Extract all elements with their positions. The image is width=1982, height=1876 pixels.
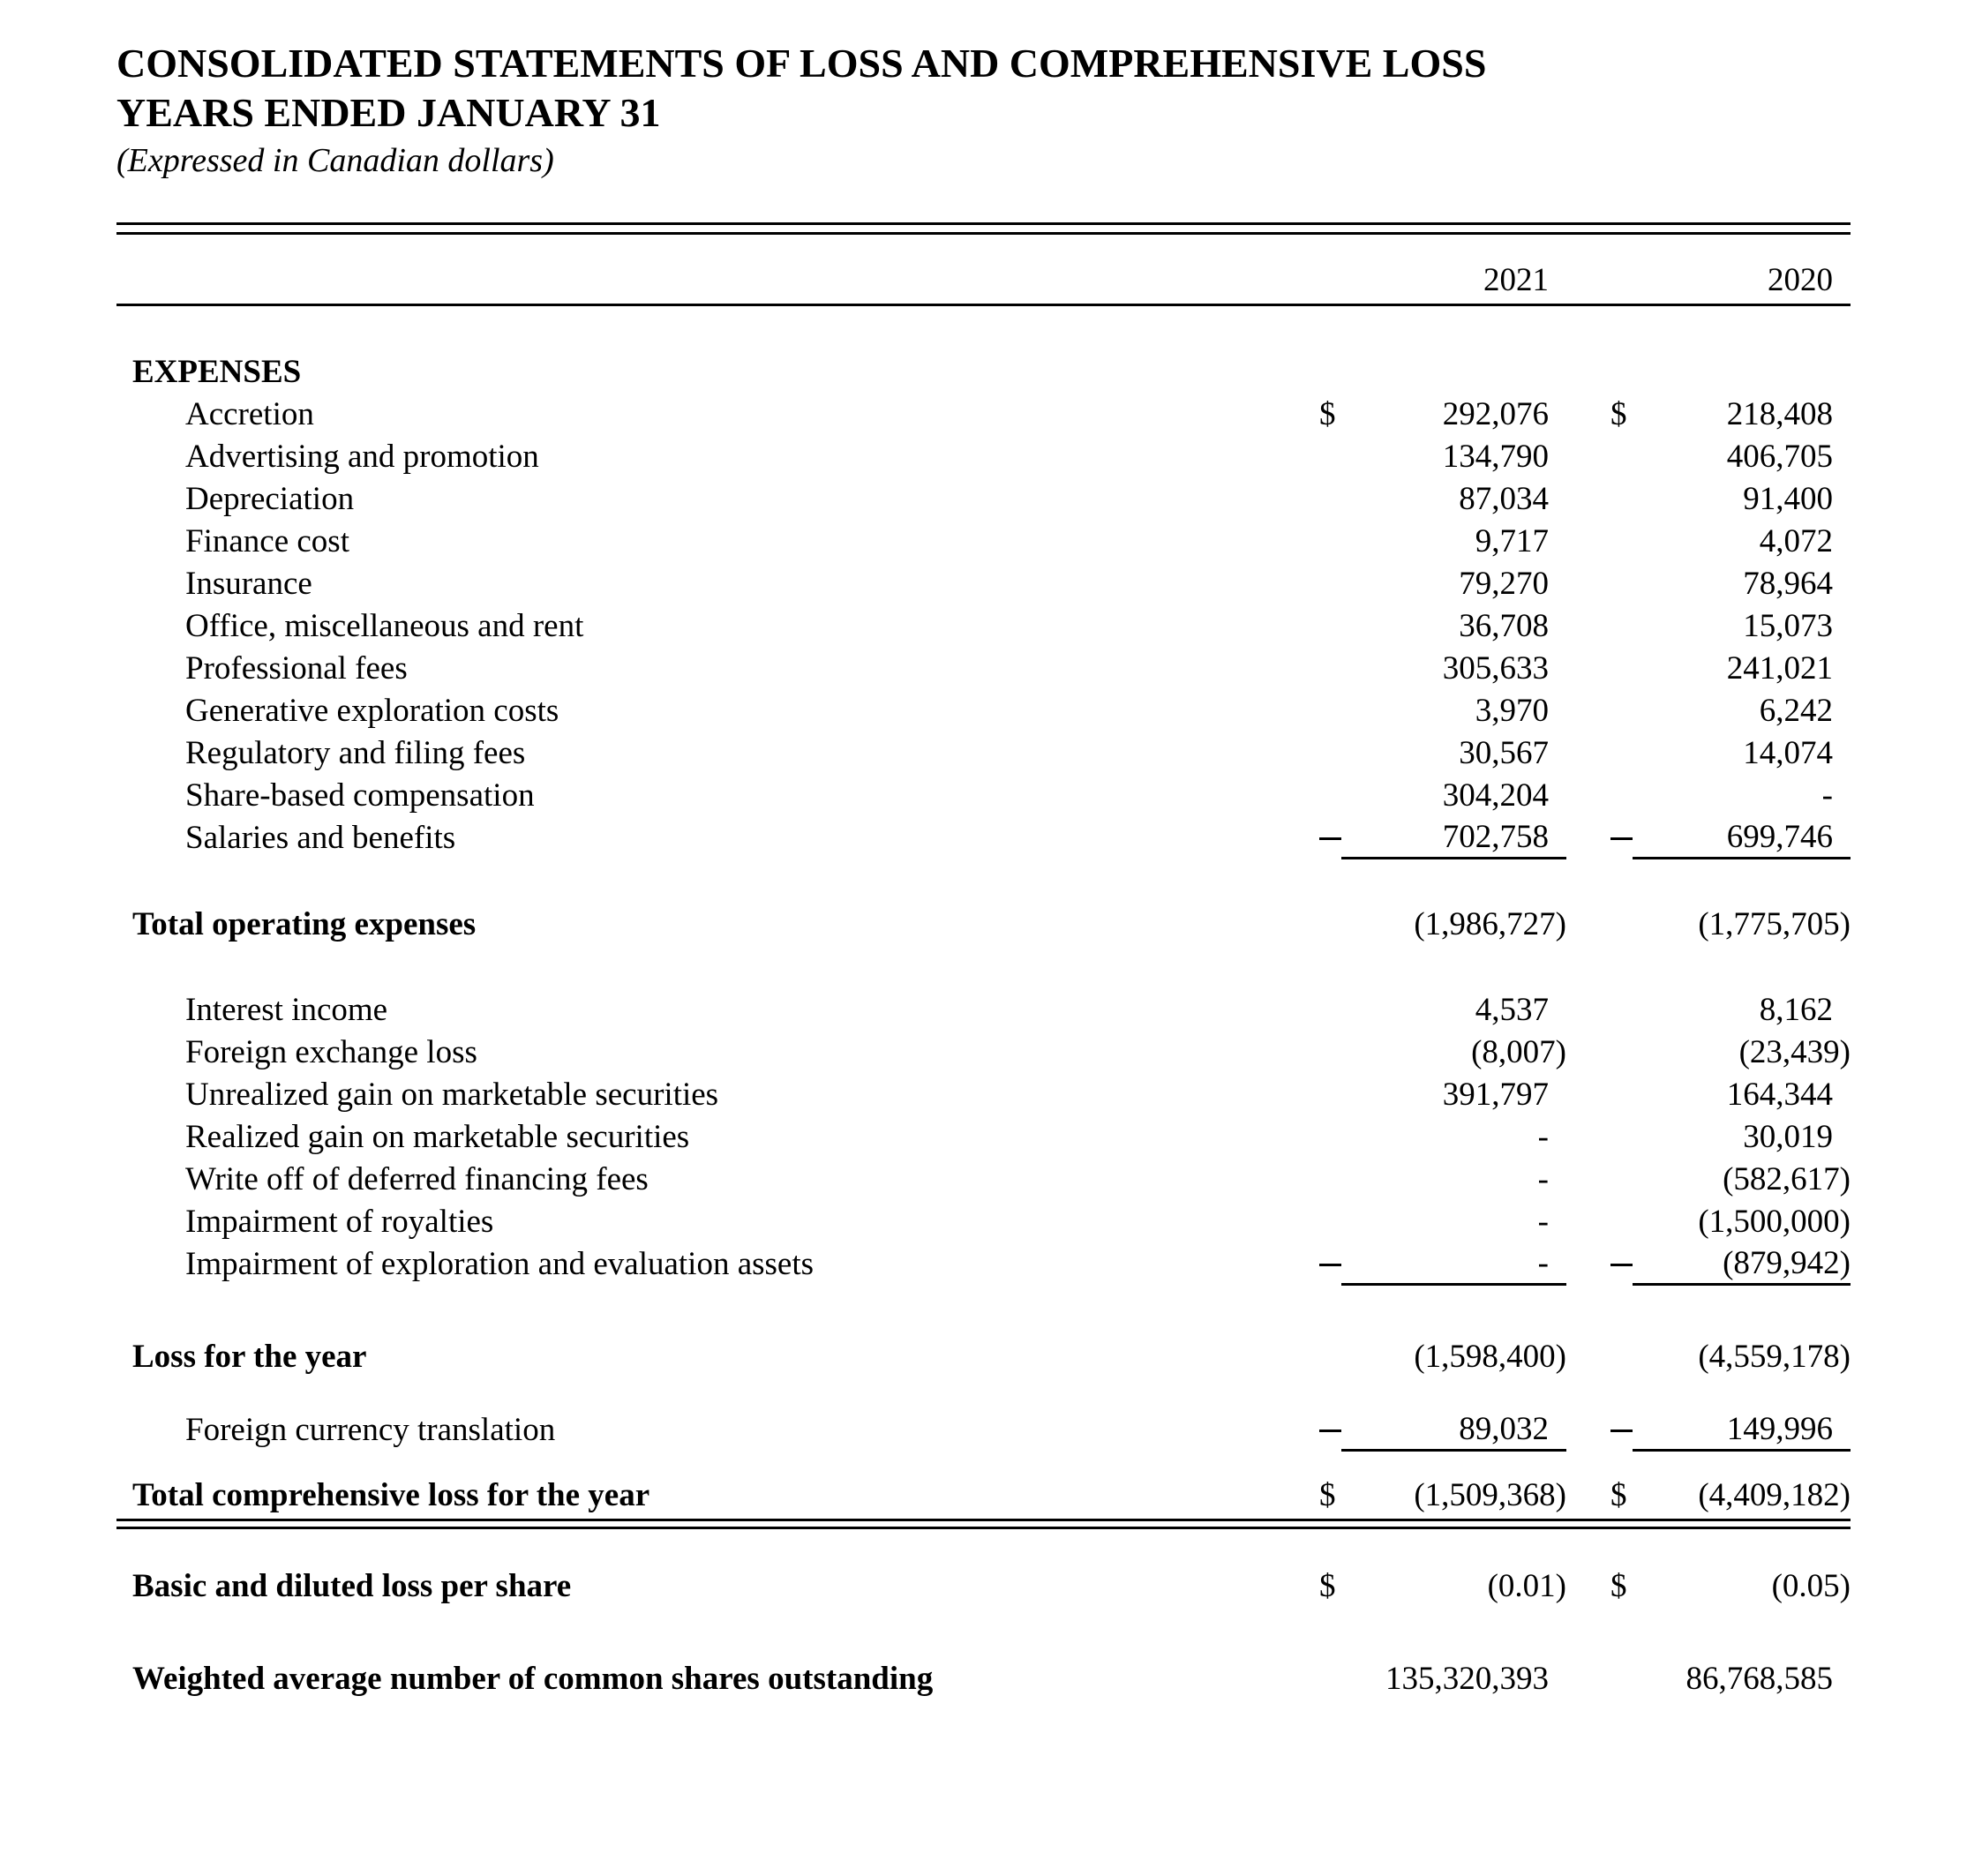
row-label: Foreign currency translation: [185, 1412, 556, 1448]
value-2021: 4,537: [1475, 992, 1549, 1028]
table-row: [116, 690, 1851, 732]
table-row: [116, 1032, 1851, 1074]
row-label: Advertising and promotion: [185, 439, 539, 475]
value-2020: 78,964: [1743, 566, 1833, 602]
value-2020: (879,942): [1633, 1244, 1851, 1286]
table-row: [116, 563, 1851, 605]
value-2020: 4,072: [1759, 523, 1833, 559]
row-label: Unrealized gain on marketable securities: [185, 1077, 719, 1113]
table-row: [116, 989, 1851, 1032]
spacer-row: [116, 1286, 1851, 1336]
value-2020: 218,408: [1726, 396, 1833, 432]
table-row: [116, 1565, 1851, 1608]
table-row: [116, 904, 1851, 946]
table-row: [116, 1201, 1851, 1243]
dollar-sign-2021: [1319, 1264, 1341, 1266]
value-2021: 79,270: [1459, 566, 1549, 602]
table-row: [116, 1409, 1851, 1452]
column-header-2021: 2021: [1483, 262, 1549, 298]
value-2020: (0.05): [1771, 1568, 1851, 1604]
value-2020: -: [1821, 777, 1833, 814]
value-2021: -: [1537, 1161, 1549, 1197]
column-header-2020: 2020: [1768, 262, 1833, 298]
table-row: [116, 521, 1851, 563]
table-row: [116, 605, 1851, 648]
value-2020: 30,019: [1743, 1119, 1833, 1155]
value-2020: (1,775,705): [1698, 906, 1851, 942]
spacer-row: [116, 1452, 1851, 1475]
value-2020: 241,021: [1726, 650, 1833, 687]
dollar-sign-2020: $: [1610, 1568, 1627, 1604]
row-label: Basic and diluted loss per share: [132, 1568, 572, 1604]
value-2020: 6,242: [1759, 693, 1833, 729]
value-2021: 89,032: [1341, 1410, 1566, 1452]
spacer-row: [116, 1529, 1851, 1565]
dollar-sign-2020: [1610, 1264, 1633, 1266]
value-2020: (1,500,000): [1698, 1204, 1851, 1240]
value-2021: (1,509,368): [1414, 1477, 1566, 1513]
dollar-sign-2020: $: [1610, 1477, 1627, 1513]
statement-table: [116, 351, 1851, 1700]
row-label: Share-based compensation: [185, 777, 535, 814]
value-2021: 304,204: [1442, 777, 1549, 814]
top-double-rule: [116, 222, 1851, 235]
year-header-row: [116, 259, 1851, 302]
value-2021: 135,320,393: [1385, 1661, 1549, 1697]
table-row: [116, 436, 1851, 478]
row-label: Accretion: [185, 396, 314, 432]
table-row: [116, 648, 1851, 690]
value-2020: (23,439): [1738, 1034, 1851, 1070]
value-2021: -: [1537, 1204, 1549, 1240]
value-2021: 30,567: [1459, 735, 1549, 771]
row-label: Weighted average number of common shares outstanding: [132, 1661, 934, 1697]
dollar-sign-2021: [1319, 1430, 1341, 1432]
value-2021: (8,007): [1471, 1034, 1566, 1070]
row-label: Impairment of exploration and evaluation assets: [185, 1246, 815, 1282]
value-2020: 86,768,585: [1685, 1661, 1833, 1697]
value-2021: 134,790: [1442, 439, 1549, 475]
table-row: [116, 1116, 1851, 1159]
value-2020: 406,705: [1726, 439, 1833, 475]
row-label: Realized gain on marketable securities: [185, 1119, 690, 1155]
row-label: Office, miscellaneous and rent: [185, 608, 584, 644]
row-label: Impairment of royalties: [185, 1204, 494, 1240]
table-row: [116, 1336, 1851, 1378]
row-label: Insurance: [185, 566, 312, 602]
header-rule: [116, 304, 1851, 306]
value-2021: 9,717: [1475, 523, 1549, 559]
value-2020: (4,559,178): [1698, 1339, 1851, 1375]
currency-note: (Expressed in Canadian dollars): [116, 142, 554, 179]
table-row: [116, 1074, 1851, 1116]
value-2020: 149,996: [1633, 1410, 1851, 1452]
value-2020: (4,409,182): [1698, 1477, 1851, 1513]
spacer-row: [116, 859, 1851, 904]
bottom-double-rule: [116, 1519, 1851, 1529]
value-2020: 91,400: [1743, 481, 1833, 517]
dollar-sign-2020: $: [1610, 396, 1627, 432]
table-row: [116, 351, 1851, 394]
row-label: Total comprehensive loss for the year: [132, 1477, 650, 1513]
value-2020: (582,617): [1723, 1161, 1851, 1197]
value-2021: (1,598,400): [1414, 1339, 1566, 1375]
statement-title: CONSOLIDATED STATEMENTS OF LOSS AND COMPREHENSIVE LOSS: [116, 41, 1487, 86]
dollar-sign-2021: $: [1319, 1568, 1336, 1604]
value-2021: 292,076: [1442, 396, 1549, 432]
row-label: Salaries and benefits: [185, 820, 456, 856]
value-2021: 702,758: [1341, 818, 1566, 859]
row-label: Total operating expenses: [132, 906, 477, 942]
dollar-sign-2021: $: [1319, 1477, 1336, 1513]
value-2021: -: [1537, 1119, 1549, 1155]
table-row: [116, 1658, 1851, 1700]
row-label: Depreciation: [185, 481, 355, 517]
value-2020: 164,344: [1726, 1077, 1833, 1113]
value-2021: 36,708: [1459, 608, 1549, 644]
value-2020: 14,074: [1743, 735, 1833, 771]
value-2021: 391,797: [1442, 1077, 1549, 1113]
row-label: Interest income: [185, 992, 388, 1028]
value-2021: (0.01): [1487, 1568, 1566, 1604]
dollar-sign-2021: $: [1319, 396, 1336, 432]
table-row: [116, 732, 1851, 775]
table-row: [116, 478, 1851, 521]
row-label: Finance cost: [185, 523, 349, 559]
row-label: Professional fees: [185, 650, 408, 687]
table-row: [116, 1159, 1851, 1201]
spacer-row: [116, 946, 1851, 989]
statement-header: [116, 39, 1486, 184]
dollar-sign-2020: [1610, 837, 1633, 840]
value-2021: 87,034: [1459, 481, 1549, 517]
row-label: Generative exploration costs: [185, 693, 559, 729]
table-row: [116, 817, 1851, 859]
dollar-sign-2020: [1610, 1430, 1633, 1432]
table-row: [116, 1243, 1851, 1286]
spacer-row: [116, 1608, 1851, 1658]
table-row: [116, 775, 1851, 817]
dollar-sign-2021: [1319, 837, 1341, 840]
table-row: [116, 1475, 1851, 1517]
row-label: Foreign exchange loss: [185, 1034, 477, 1070]
value-2020: 8,162: [1759, 992, 1833, 1028]
spacer-row: [116, 1378, 1851, 1409]
row-label: Regulatory and filing fees: [185, 735, 526, 771]
statement-subtitle: YEARS ENDED JANUARY 31: [116, 90, 661, 135]
value-2021: (1,986,727): [1414, 906, 1566, 942]
value-2020: 699,746: [1633, 818, 1851, 859]
row-label: EXPENSES: [132, 354, 302, 390]
table-row: [116, 394, 1851, 436]
value-2021: -: [1341, 1244, 1566, 1286]
value-2020: 15,073: [1743, 608, 1833, 644]
row-label: Loss for the year: [132, 1339, 367, 1375]
value-2021: 305,633: [1442, 650, 1549, 687]
row-label: Write off of deferred financing fees: [185, 1161, 649, 1197]
value-2021: 3,970: [1475, 693, 1549, 729]
